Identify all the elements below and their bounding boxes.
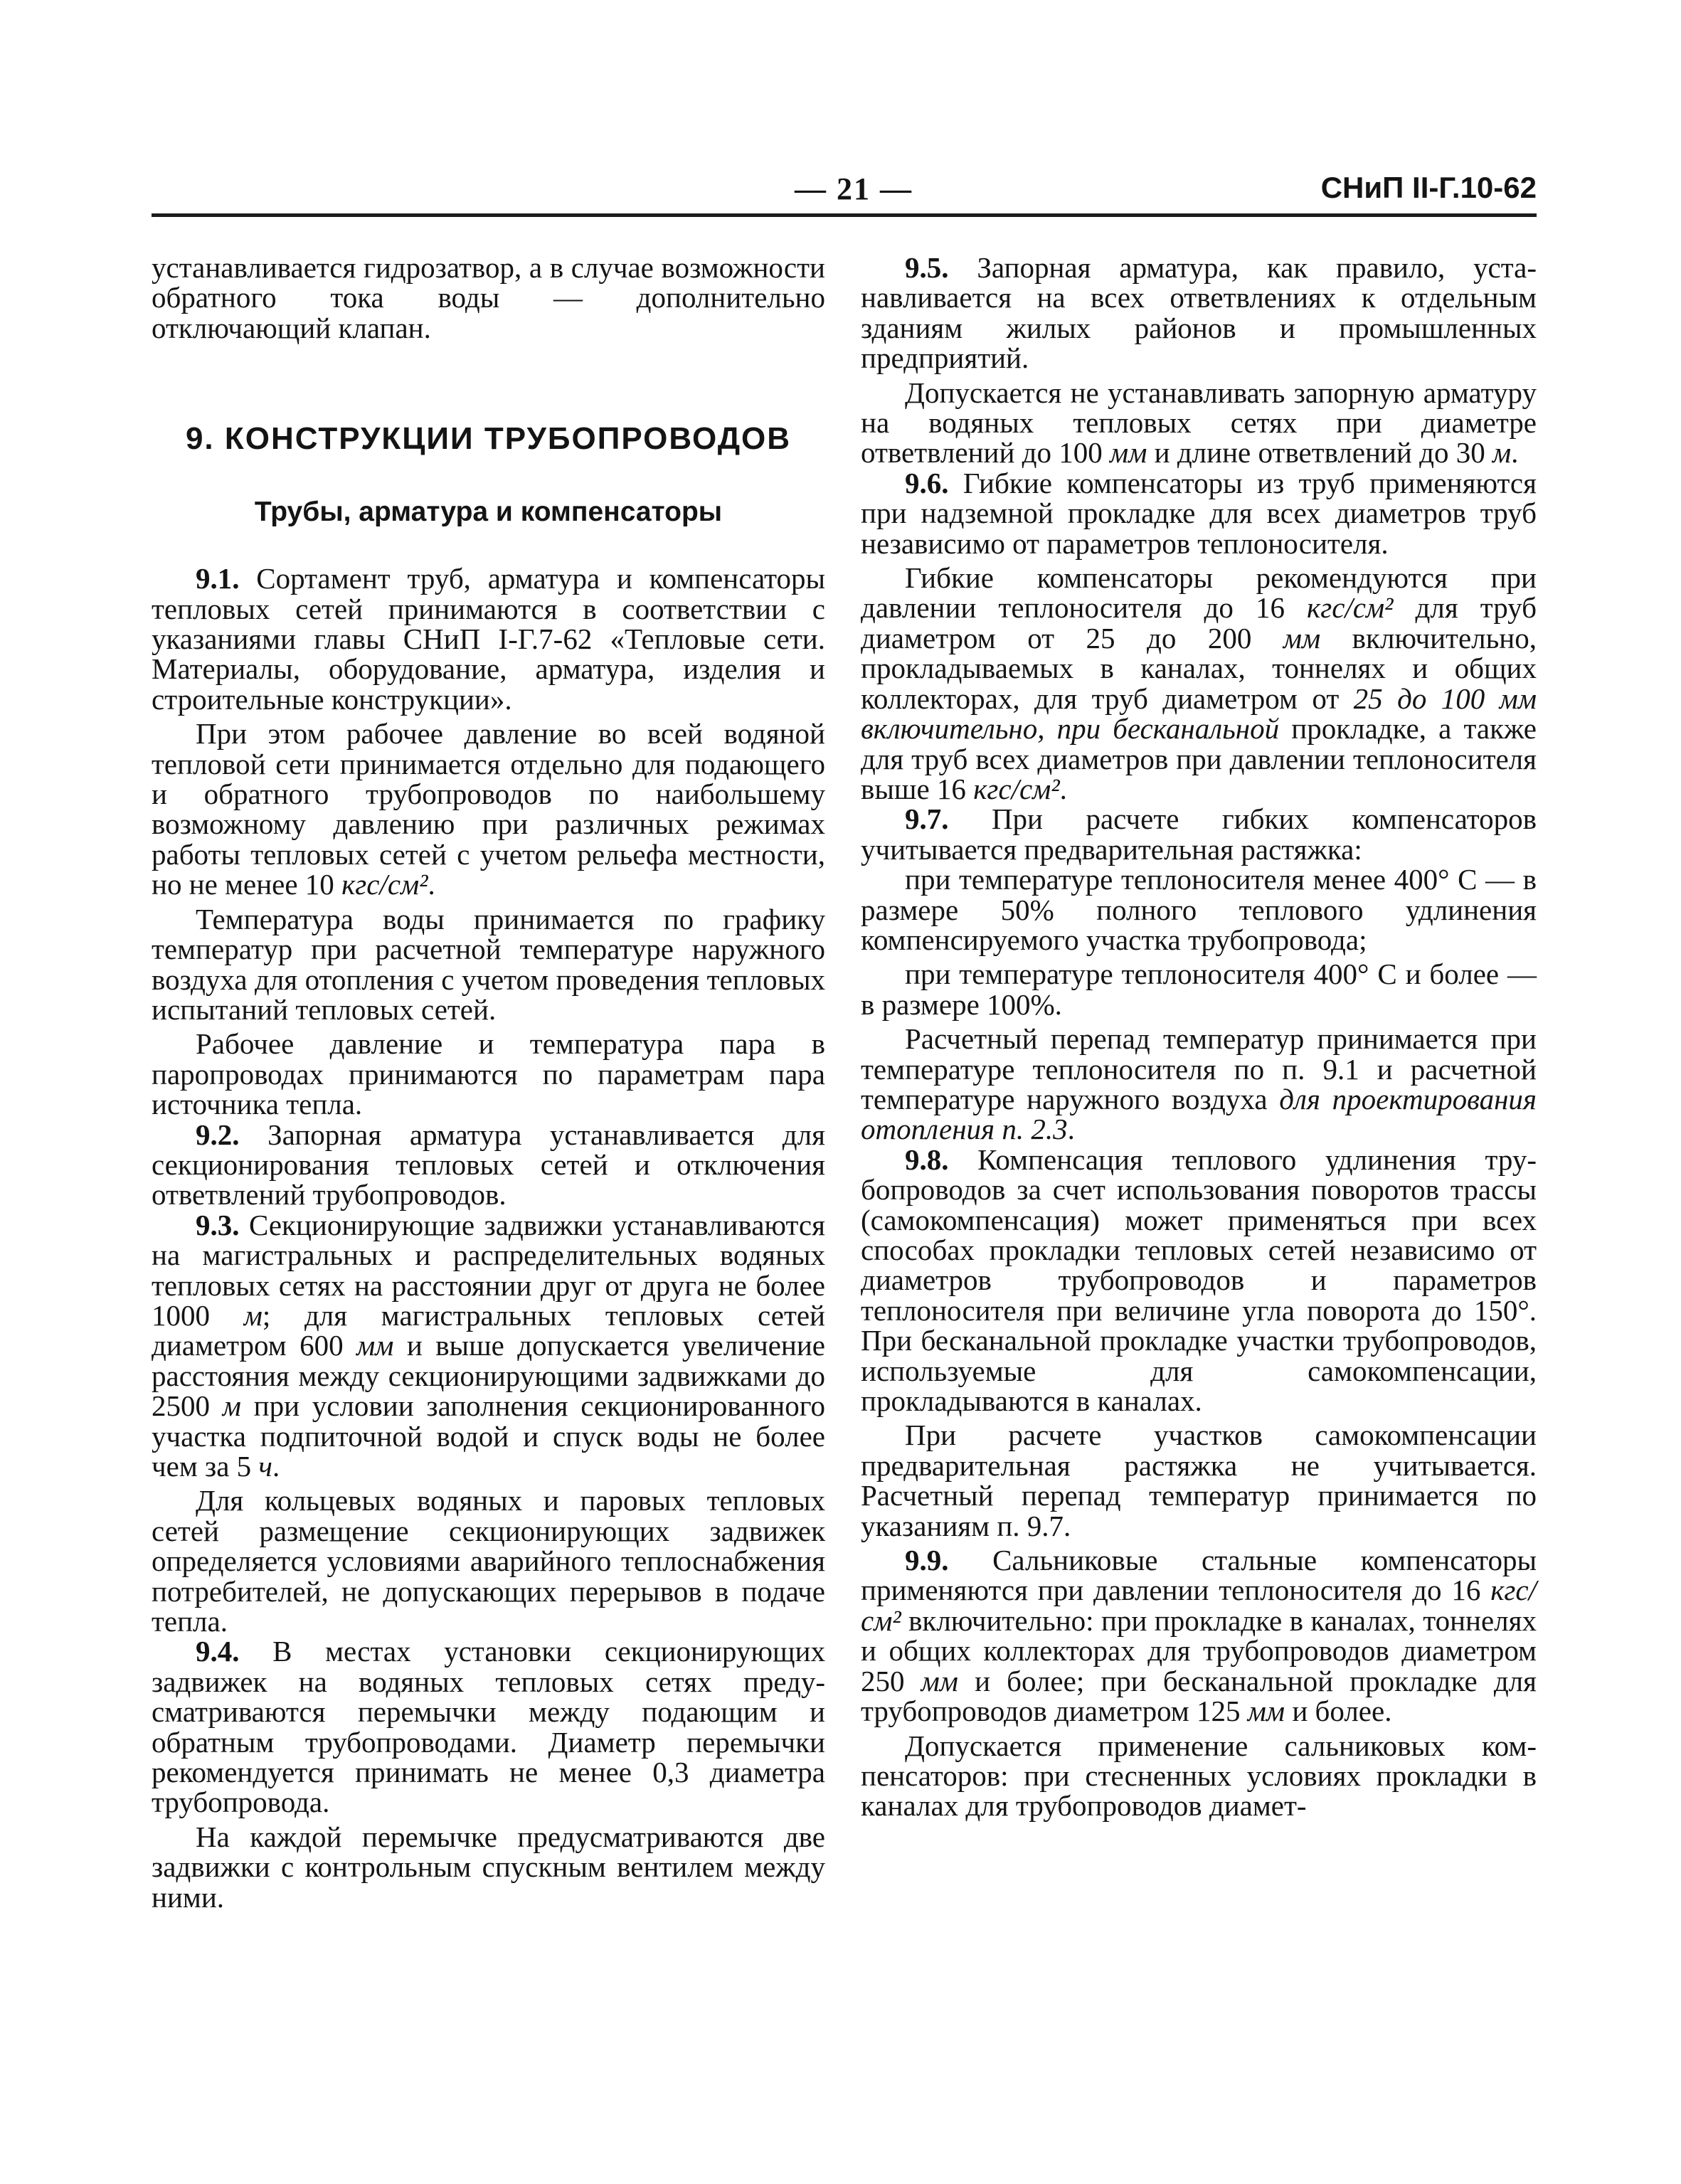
paragraph-9-2: 9.2. Запорная арматура устанавливается для секционирования тепловых сетей и отключения ответвлений трубопроводов. [152, 1118, 825, 1212]
paragraph-9-3-ring-networks: Для кольцевых водяных и паровых тепловых сетей размещение секционирующих задвижек определяется условиями аварийного теплоснабжения потребителей, не допускающих перерывов в подаче тепла. [152, 1484, 825, 1638]
section-title: 9. КОНСТРУКЦИИ ТРУБОПРОВОДОВ [185, 421, 792, 457]
clause-number: 9.9. [905, 1544, 949, 1577]
paragraph-9-4-jumpers: На каждой перемычке предусматриваются две задвижки с контрольным спускным вентилем между ними. [152, 1820, 825, 1914]
right-column [861, 253, 1537, 1821]
paragraph-9-1: 9.1. Сортамент труб, арматура и компенсаторы тепловых сетей принимаются в соответствии с указаниями главы СНиП I-Г.7-62 «Тепловые сети. Материалы, оборудование, арматура, изделия и строительные конструкции». [152, 562, 825, 716]
clause-number: 9.5. [905, 251, 949, 284]
clause-number: 9.2. [196, 1118, 240, 1151]
paragraph-9-5-exception: Допускается не устанавливать запорную арматуру на водяных тепловых сетях при диаметре ответвлений до 100 мм и длине ответвлений до 30 м. [861, 376, 1537, 470]
header-rule [152, 213, 1537, 217]
page-header [0, 171, 1681, 213]
paragraph-9-3: 9.3. Секционирующие задвижки устанавливаются на магистральных и распределительных водяных тепловых сетях на расстоянии друг от друга не более 1000 м; для магистральных тепловых сетей диаметром 600 мм и выше допускается увеличение расстояния между секционирующими задвижками до 2500 м при условии заполнения секционированного участка подпиточной водой и спуск воды не более чем за 5 ч. [152, 1208, 825, 1483]
paragraph-9-6: 9.6. Гибкие компенсаторы из труб применяются при надземной прокладке для всех диаметров труб независимо от параметров теплоносителя. [861, 466, 1537, 560]
left-column [152, 253, 825, 1912]
clause-number: 9.4. [196, 1635, 240, 1668]
paragraph-9-4: 9.4. В местах установки секционирующих задвижек на водяных тепловых сетях предусматриваются перемычки между подающим и обратным трубопроводами. Диаметр перемычки рекомендуется принимать не менее 0,3 диаметра трубопровода. [152, 1635, 825, 1819]
paragraph-9-8-self-compensation: При расчете участков самокомпенсации предварительная растяжка не учитывается. Расчетный перепад температур принимается по указаниям п. 9.7. [861, 1419, 1537, 1542]
paragraph-9-5: 9.5. Запорная арматура, как правило, устанавливается на всех ответвлениях к отдельным зданиям жилых районов и промышленных предприятий. [861, 251, 1537, 375]
paragraph-9-7-temperature-difference: Расчетный перепад температур принимается при температуре теплоносителя по п. 9.1 и расчетной температуре наружного воздуха для проектирования отопления п. 2.3. [861, 1022, 1537, 1146]
paragraph-9-9-stuffing-box: Допускается применение сальниковых компенсаторов: при стесненных условиях прокладки в каналах для трубопроводов диамет- [861, 1729, 1537, 1823]
paragraph-9-1-steam: Рабочее давление и температура пара в паропроводах принимаются по параметрам пара источника тепла. [152, 1027, 825, 1121]
page-number: — 21 — [795, 171, 913, 206]
clause-number: 9.8. [905, 1143, 949, 1176]
paragraph-9-7: 9.7. При расчете гибких компенсаторов учитывается предварительная растяжка: [861, 802, 1537, 866]
clause-number: 9.6. [905, 466, 949, 499]
document-code: СНиП II-Г.10-62 [1320, 171, 1537, 204]
paragraph-9-1-temperature: Температура воды принимается по графику температур при расчетной температуре наружного воздуха для отопления с учетом проведения тепловых испытаний тепловых сетей. [152, 902, 825, 1026]
paragraph-9-1-pressure: При этом рабочее давление во всей водяной тепловой сети принимается отдельно для подающего и обратного трубопроводов по наибольшему возможному давлению при различных режимах работы тепловых сетей с учетом рельефа местности, но не менее 10 кгс/см². [152, 717, 825, 901]
subsection-title: Трубы, арматура и компенсаторы [254, 497, 723, 528]
paragraph-9-7-above-400: при температуре теплоносителя 400° С и более — в размере 100%. [861, 958, 1537, 1021]
paragraph-continuation: устанавливается гидрозатвор, а в случае возможности обратного тока воды — дополнительно отключающий клапан. [152, 251, 825, 344]
paragraph-9-8: 9.8. Компенсация теплового удлинения трубопроводов за счет использования поворотов трассы (самокомпенсация) может применяться при всех способах прокладки тепловых сетей независимо от диаметров трубопроводов и параметров теплоносителя при величине угла поворота до 150°. При бесканальной прокладке участки трубопроводов, используемые для самокомпенсации, прокладываются в каналах. [861, 1143, 1537, 1418]
paragraph-9-7-below-400: при температуре теплоносителя менее 400° С — в размере 50% полного теплового удлинения компенсируемого участка трубопровода; [861, 863, 1537, 956]
paragraph-9-6-recommendation: Гибкие компенсаторы рекомендуются при давлении теплоносителя до 16 кгс/см² для труб диаметром от 25 до 200 мм включительно, прокладываемых в каналах, тоннелях и общих коллекторах, для труб диаметром от 25 до 100 мм включительно, при бесканальной прокладке, а также для труб всех диаметров при давлении теплоносителя выше 16 кгс/см². [861, 561, 1537, 805]
paragraph-9-9: 9.9. Сальниковые стальные компенсаторы применяются при давлении теплоносителя до 16 кгс/см² включительно: при прокладке в каналах, тоннелях и общих коллекторах для трубопроводов диаметром 250 мм и более; при бесканальной прокладке для трубопроводов диаметром 125 мм и более. [861, 1544, 1537, 1728]
clause-number: 9.1. [196, 562, 240, 595]
clause-number: 9.7. [905, 802, 949, 836]
clause-number: 9.3. [196, 1208, 240, 1241]
